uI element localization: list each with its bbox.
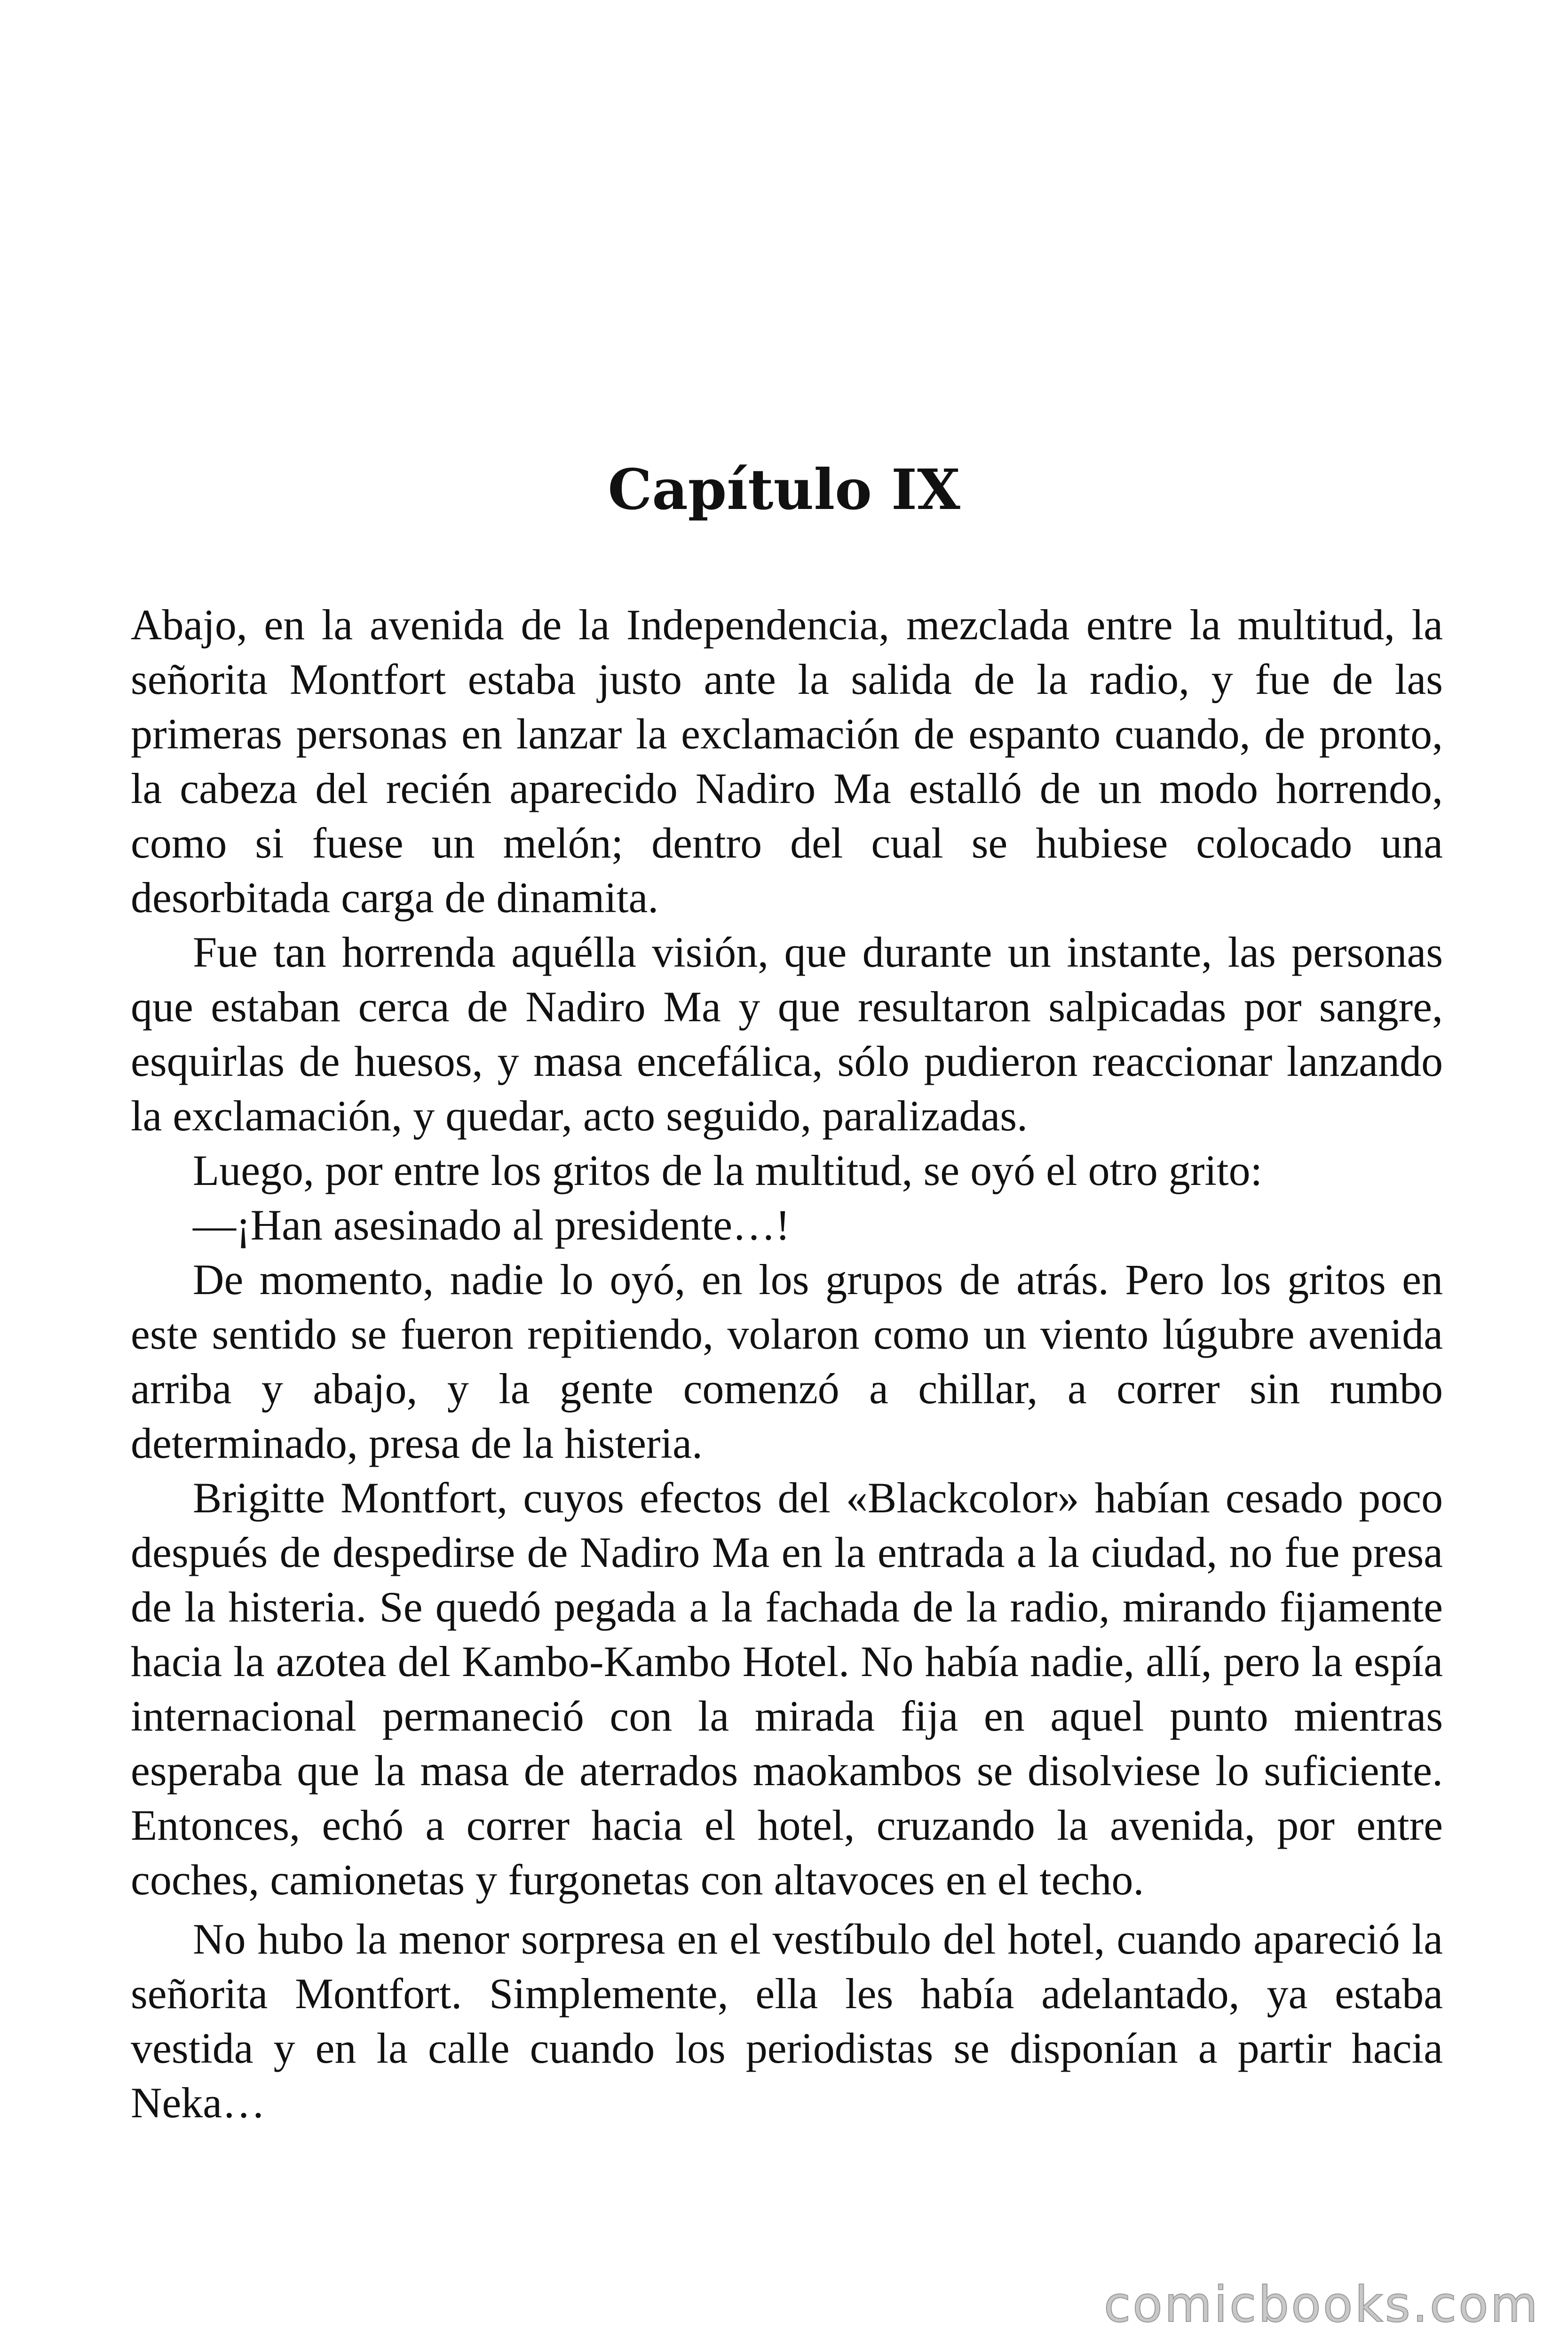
chapter-body (131, 597, 1443, 2130)
dialogue-line: —¡Han asesinado al presidente…! (193, 1201, 790, 1249)
paragraph: Luego, por entre los gritos de la multitud, se oyó el otro grito: (193, 1146, 1263, 1194)
paragraph: Fue tan horrenda aquélla visión, que durante un instante, las personas que estaban cerca de Nadiro Ma y que resultaron salpicadas por sangre, esquirlas de huesos, y masa encefálica, sólo pudieron reaccionar lanzando la exclamación, y quedar, acto seguido, paralizadas. (131, 928, 1443, 1140)
paragraph: De momento, nadie lo oyó, en los grupos de atrás. Pero los gritos en este sentido se fueron repitiendo, volaron como un viento lúgubre avenida arriba y abajo, y la gente comenzó a chillar, a correr sin rumbo determinado, presa de la histeria. (131, 1255, 1443, 1467)
chapter-title: Capítulo IX (608, 457, 960, 522)
paragraph: No hubo la menor sorpresa en el vestíbulo del hotel, cuando apareció la señorita Montfort. Simplemente, ella les había adelantado, ya estaba vestida y en la calle cuando los periodistas se disponían a partir hacia Neka… (131, 1915, 1443, 2127)
paragraph: Abajo, en la avenida de la Independencia, mezclada entre la multitud, la señorita Montfort estaba justo ante la salida de la radio, y fue de las primeras personas en lanzar la exclamación de espanto cuando, de pronto, la cabeza del recién aparecido Nadiro Ma estalló de un modo horrendo, como si fuese un melón; dentro del cual se hubiese colocado una desorbitada carga de dinamita. (131, 601, 1443, 922)
watermark: comicbooks.com (1103, 2276, 1540, 2333)
paragraph: Brigitte Montfort, cuyos efectos del «Blackcolor» habían cesado poco después de despedirse de Nadiro Ma en la entrada a la ciudad, no fue presa de la histeria. Se quedó pegada a la fachada de la radio, mirando fijamente hacia la azotea del Kambo-Kambo Hotel. No había nadie, allí, pero la espía internacional permaneció con la mirada fija en aquel punto mientras esperaba que la masa de aterrados maokambos se disolviese lo suficiente. Entonces, echó a correr hacia el hotel, cruzando la avenida, por entre coches, camionetas y furgonetas con altavoces en el techo. (131, 1474, 1443, 1904)
